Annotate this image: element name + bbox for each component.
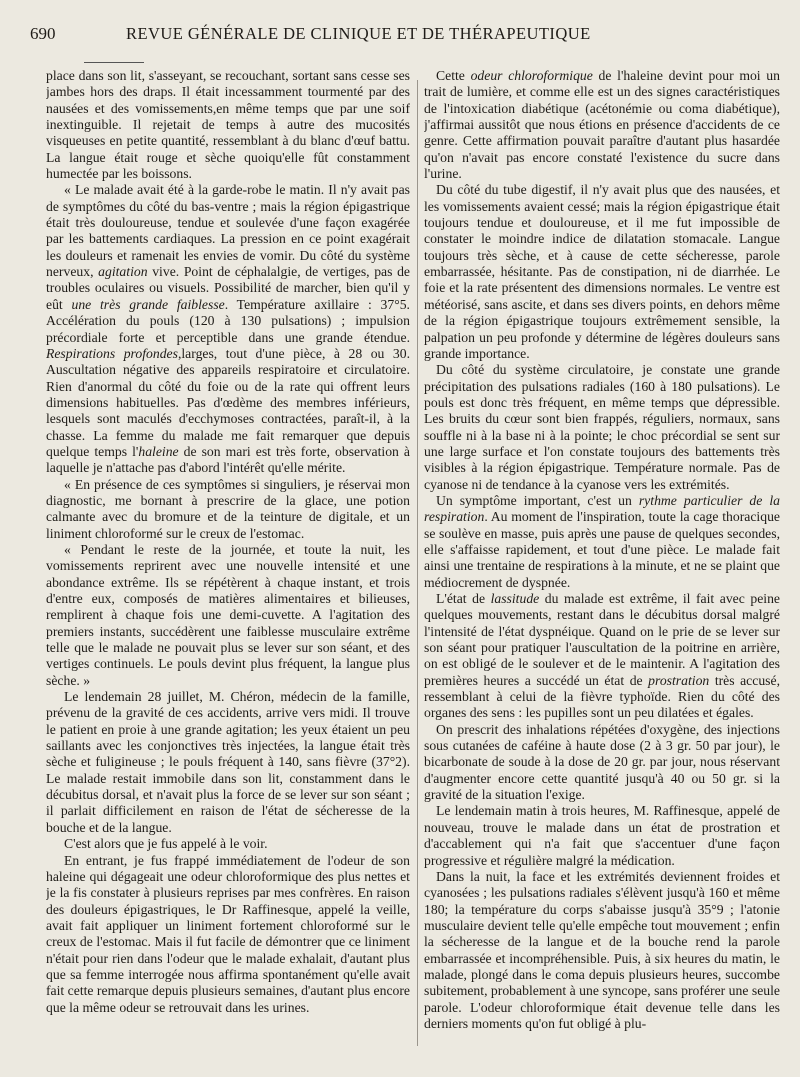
paragraph — [424, 869, 780, 1032]
text-run: très accusé, ressemblant à celui de la fièvre typhoïde. Rien du côté des organes des sens : les pupilles sont un peu dilatées et égales. — [424, 672, 780, 721]
text-run: ,larges, tout d'une pièce, à 28 ou 30. Auscultation négative des appareils respiratoire et circulatoire. Rien d'anormal du côté du foie ou de la rate qui offrent leurs dimensions habituelles. Pas d'œdème des membres inférieurs, lesquels sont maculés d'ecchymoses contractées, paraît-il, à la chasse. La femme du malade me fait remarquer que depuis quelque temps l' — [46, 345, 410, 459]
italic-run: haleine — [138, 443, 179, 459]
paragraph — [46, 477, 410, 542]
text-run: vive. Point de céphalalgie, de vertiges, pas de troubles oculaires ou visuels. Possibilité de marcher, bien qu'il y eût — [46, 264, 410, 312]
header-rule — [84, 62, 144, 63]
paragraph — [46, 853, 410, 1016]
paragraph — [424, 182, 780, 362]
page-header — [30, 24, 778, 54]
text-run: de l'haleine devint pour moi un trait de lumière, et comme elle est un des signes caractéristiques de l'intoxication diabétique (acétonémie ou coma diabétique), j'affirmai aussitôt que nous étions en présence d'accidents de ce genre. Cette affirmation pouvait paraître d'autant plus hasardée qu'on n'avait pas encore constaté l'existence du sucre dans l'urine. — [424, 68, 780, 182]
paragraph — [46, 542, 410, 689]
text-run: Le lendemain 28 juillet, M. Chéron, médecin de la famille, prévenu de la gravité de ces accidents, arrive vers midi. Il trouve le patient en proie à une grande agitation; les yeux étaient un peu saillants avec les conjonctives très injectées, la langue était très sèche et fuligineuse ; le pouls fréquent à 140, sans fièvre (37°2). Le malade restait immobile dans son lit, constamment dans le décubitus dorsal, et n'avait plus la force de se lever sur son séant ; il parlait difficilement en raison de l'état de sécheresse de la bouche et de la langue. — [46, 689, 410, 835]
italic-run: Respirations profondes — [46, 345, 178, 361]
text-run: En entrant, je fus frappé immédiatement de l'odeur de son haleine qui dégageait une odeur chloroformique des plus nettes et je la fis constater à plusieurs reprises par mes confrères. En raison des douleurs épigastriques, le Dr Raffinesque, appelé la veille, avait fait appliquer un liniment fortement chloroformé sur le creux de l'estomac. Mais il fut facile de démontrer que ce liniment n'était pour rien dans l'odeur que le malade exhalait, d'autant plus que sa femme interrogée nous affirma spontanément qu'elle avait fait cette remarque depuis plusieurs semaines, d'autant plus encore que la même odeur se retrouvait dans les urines. — [46, 852, 410, 1015]
left-column — [46, 66, 410, 1068]
text-run: On prescrit des inhalations répétées d'oxygène, des injections sous cutanées de caféine à haute dose (2 à 3 gr. 50 par jour), le bicarbonate de soude à la dose de 20 gr. par jour, nous réservant d'augmenter encore cette quantité jusqu'à 40 ou 50 gr. si la gravité de la situation l'exige. — [424, 721, 780, 803]
text-run: . Au moment de l'inspiration, toute la cage thoracique se soulève en masse, puis après une pause de quelques secondes, elle s'affaisse rapidement, et tout d'une pièce. Le malade fait ainsi une trentaine de respirations à la minute, et ne se plaint que médiocrement de dyspnée. — [424, 509, 780, 590]
text-run: du malade est extrême, il fait avec peine quelques mouvements, restant dans le décubitus dorsal malgré l'intensité de l'état dyspnéique. Quand on le prie de se lever sur son séant pour pratiquer l'auscultation de la poitrine en arrière, on est obligé de le soulever et de le maintenir. A l'agitation des premières heures a succédé un état de — [424, 591, 780, 688]
paragraph — [46, 836, 410, 852]
text-run: de son mari est très forte, observation à laquelle je n'attache pas d'abord l'intérêt qu'elle mérite. — [46, 443, 410, 476]
italic-run: agitation — [98, 264, 148, 280]
paragraph — [46, 182, 410, 476]
italic-run: lassitude — [490, 591, 540, 606]
text-columns — [46, 66, 780, 1072]
italic-run: odeur chloroformique — [470, 68, 593, 83]
paragraph — [46, 68, 410, 182]
paragraph — [424, 591, 780, 722]
italic-run: prostration — [648, 672, 710, 688]
text-run: « Le malade avait été à la garde-robe le matin. Il n'y avait pas de symptômes du côté du bas-ventre ; mais la région épigastrique était très douloureuse, tendue et soulevée d'une façon exagérée par les battements cardiaques. La pression en ce point exagérait les douleurs et ramenait les envies de vomir. Du côté du système nerveux, — [46, 182, 410, 280]
paragraph — [46, 689, 410, 836]
paragraph — [424, 362, 780, 493]
text-run: « En présence de ces symptômes si singuliers, je réservai mon diagnostic, me bornant à prescrire de la glace, une potion calmante avec du bromure et de la teinture de digitale, et un liniment chloroformé sur le creux de l'estomac. — [46, 476, 410, 541]
text-run: Dans la nuit, la face et les extrémités deviennent froides et cyanosées ; les pulsations radiales s'élèvent jusqu'à 160 et même 180; la température du corps s'abaisse jusqu'à 35°9 ; l'atonie musculaire devient telle qu'elle empêche tout mouvement ; enfin la sécheresse de la langue et de la bouche rend la parole embarrassée et incompréhensible. Puis, à six heures du matin, le malade, plongé dans le coma depuis plusieurs heures, succombe subitement, probablement à une syncope, sans proférer une seule parole. L'odeur chloroformique était devenue telle dans les derniers moments qu'on fut obligé à plu- — [424, 868, 780, 1031]
text-run: Un symptôme important, c'est un — [436, 492, 639, 508]
column-divider — [417, 80, 418, 1046]
paragraph — [424, 493, 780, 591]
text-run: Du côté du tube digestif, il n'y avait plus que des nausées, et les vomissements avaient cessé; mais la région épigastrique était toujours tendue et douloureuse, et il me fut impossible de constater le moindre indice de dilatation stomacale. Langue toujours très sèche, et à cause de cette sécheresse, parole embarrassée, hésitante. Pas de constipation, ni de diarrhée. Le foie et la rate présentent des dimensions normales. Le ventre est météorisé, sans ascite, et dans ses divers points, en dehors même de la région épigastrique toujours extrêmement sensible, la palpation un peu profonde y détermine de légères douleurs sans grande importance. — [424, 182, 780, 361]
paragraph — [424, 803, 780, 868]
right-column — [424, 66, 780, 1068]
italic-run: rythme particulier de la respiration — [424, 492, 780, 525]
running-title: REVUE GÉNÉRALE DE CLINIQUE ET DE THÉRAPEUTIQUE — [126, 24, 591, 43]
paragraph — [424, 722, 780, 804]
paragraph — [424, 68, 780, 182]
text-run: C'est alors que je fus appelé à le voir. — [64, 836, 268, 852]
text-run: place dans son lit, s'asseyant, se recouchant, sortant sans cesse ses jambes hors des draps. Il était incessamment tourmenté par des nausées et des vomissements,en même temps que par une soif inextinguible. Il rejetait de temps à autre des mucosités visqueuses en petite quantité, ressemblant à du blanc d'œuf battu. La langue était rouge et sèche quoiqu'elle fût constamment humectée par les boissons. — [46, 68, 410, 182]
text-run: Le lendemain matin à trois heures, M. Raffinesque, appelé de nouveau, trouve le malade dans un état de prostration et d'accablement qui n'a fait que s'accentuer d'une façon progressive et régulière malgré la médication. — [424, 803, 780, 868]
page-number: 690 — [30, 24, 56, 43]
text-run: L'état de — [436, 591, 491, 606]
text-run: . Température axillaire : 37°5. Accélération du pouls (120 à 130 pulsations) ; impulsion précordiale forte et perceptible dans une grande étendue. — [46, 296, 410, 345]
text-run: Du côté du système circulatoire, je constate une grande précipitation des pulsations radiales (160 à 180 pulsations). Le pouls est donc très fréquent, en même temps que dépressible. Les bruits du cœur sont bien frappés, réguliers, normaux, sans souffle ni à la base ni à la pointe; le choc précordial se sent sur une large surface et l'on constate toujours des battements très visibles à la région épigastrique. Température normale. Pas de cyanose ni de tendance à la cyanose vers les extrémités. — [424, 362, 780, 492]
italic-run: une très grande faiblesse — [71, 296, 225, 312]
text-run: Cette — [436, 68, 471, 83]
text-run: « Pendant le reste de la journée, et toute la nuit, les vomissements reprirent avec une nouvelle intensité et une abondance extrême. Ils se répétèrent à chaque instant, et trois d'entre eux, composés de matières alimentaires et bilieuses, remplirent à chaque fois une demi-cuvette. A l'agitation des premiers instants, succédèrent une faiblesse musculaire extrême telle que le malade ne pouvait plus se lever sur son séant, et des vertiges continuels. Le pouls devint plus fréquent, la langue plus sèche. » — [46, 541, 410, 688]
